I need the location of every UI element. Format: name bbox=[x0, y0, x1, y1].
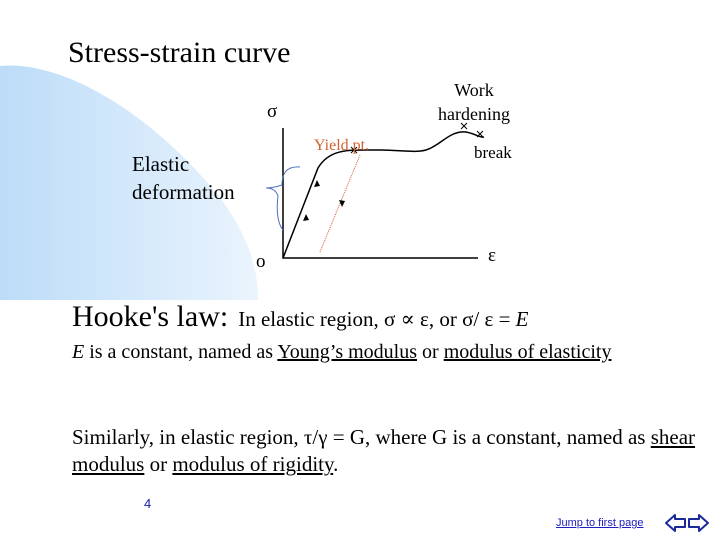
shear-modulus-term: shear modulus bbox=[72, 425, 696, 477]
shear-modulus-paragraph: Similarly, in elastic region, τ/γ = G, where G is a constant, named as shear modulus or modulus of rigidity. bbox=[72, 425, 696, 477]
yield-offset-line bbox=[320, 155, 360, 252]
jump-to-first-page-link[interactable]: Jump to first page bbox=[556, 517, 644, 529]
epsilon-axis-label: ε bbox=[488, 245, 496, 266]
slide-navigation bbox=[664, 511, 710, 535]
break-label: break bbox=[474, 143, 512, 162]
arrow-left-icon[interactable] bbox=[664, 511, 687, 535]
modulus-of-rigidity-term: modulus of rigidity bbox=[172, 452, 334, 477]
hookes-law-heading: Hooke's law: bbox=[72, 300, 229, 333]
elastic-deformation-label: Elastic deformation bbox=[132, 152, 235, 204]
page-number: 4 bbox=[144, 496, 152, 511]
load-arrow-icon bbox=[303, 214, 309, 221]
arrow-right-icon[interactable] bbox=[687, 511, 710, 535]
work-hardening-label: Work hardening bbox=[438, 80, 510, 124]
load-arrow-icon bbox=[314, 180, 320, 187]
modulus-of-elasticity-term: modulus of elasticity bbox=[443, 341, 612, 363]
youngs-modulus-paragraph: E is a constant, named as Young’s modulus or modulus of elasticity bbox=[72, 341, 612, 363]
axes bbox=[283, 128, 478, 258]
slide-title: Stress-strain curve bbox=[68, 36, 291, 69]
hookes-law-line bbox=[72, 300, 529, 334]
hookes-law-statement: In elastic region, σ ∝ ε, or σ/ ε = E bbox=[238, 307, 529, 331]
sigma-axis-label: σ bbox=[267, 101, 278, 122]
yield-point-label: Yield pt. bbox=[314, 137, 370, 154]
youngs-modulus-term: Young’s modulus bbox=[277, 341, 418, 363]
origin-label: o bbox=[256, 251, 266, 272]
